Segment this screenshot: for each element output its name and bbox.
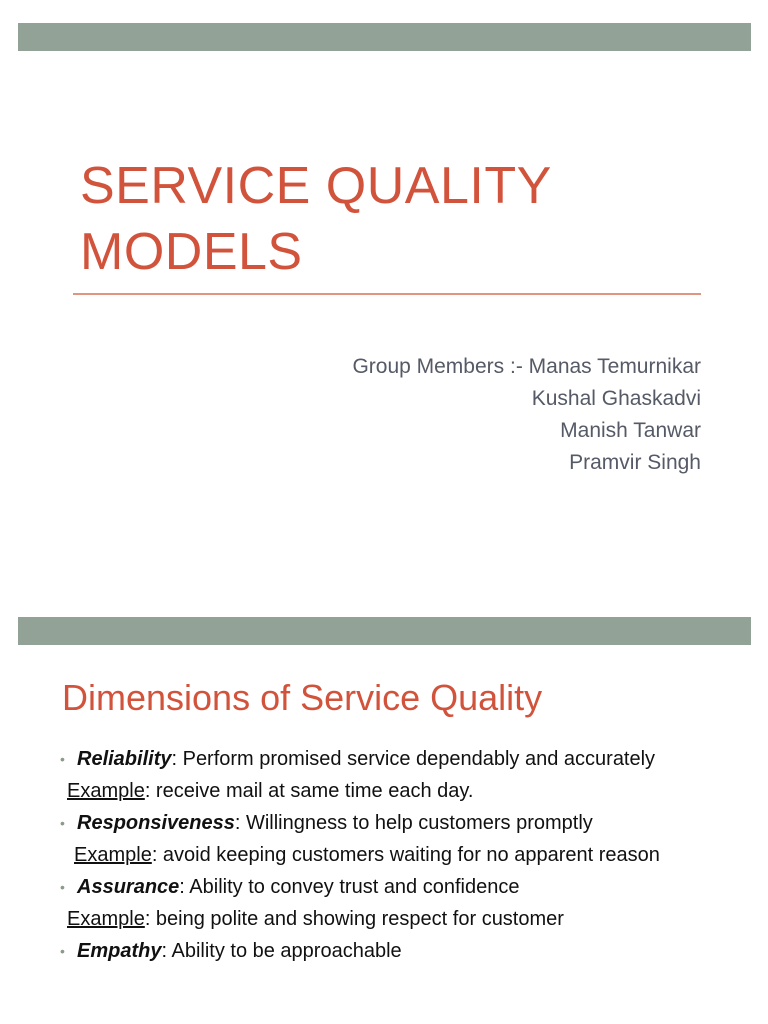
list-item-assurance: [60, 874, 700, 901]
slide-title-line1: SERVICE QUALITY: [80, 157, 552, 215]
slide2-top-band: [18, 617, 751, 645]
dimensions-list: [60, 746, 700, 965]
slide-title-line2: MODELS: [80, 223, 303, 281]
dimension-term: Reliability: [77, 748, 172, 770]
slide-title: [80, 153, 552, 285]
dimension-term: Assurance: [77, 876, 180, 898]
member-line: Group Members :- Manas Temurnikar: [352, 355, 701, 378]
title-divider: [73, 293, 701, 295]
group-members: [352, 351, 701, 479]
example-text: : being polite and showing respect for customer: [144, 908, 564, 930]
dimension-term: Empathy: [77, 940, 162, 962]
example-label: Example: [67, 780, 145, 802]
list-item-empathy: [60, 938, 700, 965]
example-line: [60, 906, 700, 933]
example-label: Example: [74, 844, 152, 866]
dimension-term: Responsiveness: [77, 812, 235, 834]
bullet-icon: •: [60, 815, 65, 831]
list-item-responsiveness: [60, 810, 700, 837]
example-label: Example: [67, 908, 145, 930]
example-text: : avoid keeping customers waiting for no apparent reason: [151, 844, 660, 866]
dimension-description: : Ability to be approachable: [161, 940, 402, 962]
member-line: Pramvir Singh: [569, 451, 701, 474]
example-line: [60, 842, 700, 869]
bullet-icon: •: [60, 751, 65, 767]
list-item-reliability: [60, 746, 700, 773]
slide1-top-band: [18, 23, 751, 51]
bullet-icon: •: [60, 943, 65, 959]
dimension-description: : Willingness to help customers promptly: [234, 812, 593, 834]
dimension-description: : Perform promised service dependably and accurately: [171, 748, 656, 770]
member-line: Kushal Ghaskadvi: [531, 387, 701, 410]
bullet-icon: •: [60, 879, 65, 895]
example-line: [60, 778, 700, 805]
member-line: Manish Tanwar: [560, 419, 701, 442]
dimension-description: : Ability to convey trust and confidence: [179, 876, 520, 898]
slide2-heading: Dimensions of Service Quality: [62, 677, 543, 718]
example-text: : receive mail at same time each day.: [144, 780, 474, 802]
